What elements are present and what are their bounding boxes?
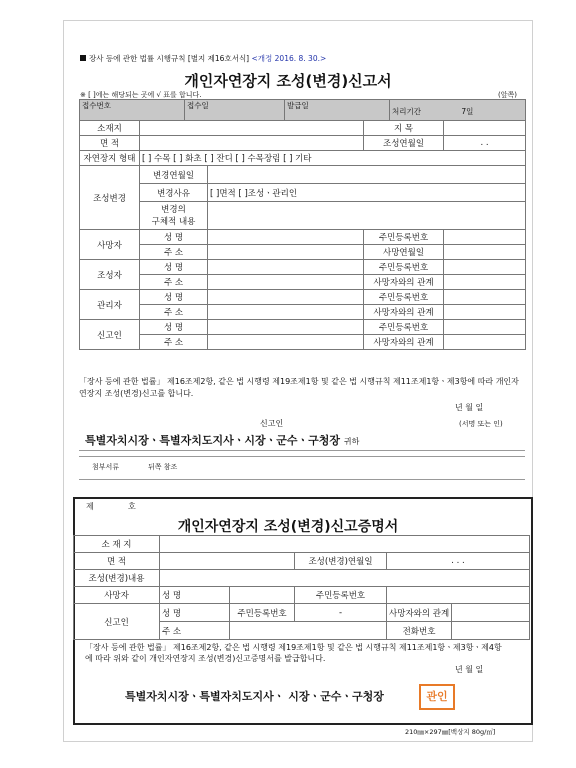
change-date-label: 변경연월일 bbox=[140, 166, 208, 184]
reporter-section-label: 신고인 bbox=[80, 320, 140, 350]
cert-relation-label: 사망자와의 관계 bbox=[387, 604, 452, 622]
receipt-date-label: 접수일 bbox=[185, 100, 285, 121]
form-title: 개인자연장지 조성(변경)신고서 bbox=[184, 72, 392, 90]
builder-rrn-field[interactable] bbox=[444, 260, 526, 275]
check-note: ※ [ ]에는 해당되는 곳에 √ 표를 합니다. bbox=[80, 91, 202, 99]
revision-text: <개정 2016. 8. 30.> bbox=[251, 54, 327, 63]
period-cell bbox=[390, 100, 526, 121]
report-table bbox=[79, 120, 526, 350]
cert-phone-label: 전화번호 bbox=[387, 622, 452, 640]
reporter-rrn-field[interactable] bbox=[444, 320, 526, 335]
deceased-section-label: 사망자 bbox=[80, 230, 140, 260]
attachments-box bbox=[79, 456, 525, 480]
manager-name-label: 성 명 bbox=[140, 290, 208, 305]
manager-rrn-field[interactable] bbox=[444, 290, 526, 305]
cert-reporter-rrn-label: 주민등록번호 bbox=[230, 604, 295, 622]
builder-name-label: 성 명 bbox=[140, 260, 208, 275]
cert-no-label: 제 bbox=[86, 502, 94, 511]
cert-deceased-rrn-field[interactable] bbox=[387, 587, 530, 604]
change-section-label: 조성변경 bbox=[80, 166, 140, 230]
jimok-field[interactable] bbox=[444, 121, 526, 136]
cert-area-label: 면 적 bbox=[74, 553, 160, 570]
reporter-name-field[interactable] bbox=[208, 320, 364, 335]
cert-deceased-name-label: 성 명 bbox=[160, 587, 230, 604]
divider bbox=[79, 450, 525, 451]
cert-reporter-rrn-field[interactable]: - bbox=[295, 604, 387, 622]
change-detail-field[interactable] bbox=[208, 202, 526, 230]
law-ref-text: 장사 등에 관한 법률 시행규칙 [별지 제16호서식] bbox=[89, 54, 250, 63]
deceased-address-field[interactable] bbox=[208, 245, 364, 260]
builder-address-field[interactable] bbox=[208, 275, 364, 290]
cert-area-field[interactable] bbox=[160, 553, 295, 570]
reporter-address-field[interactable] bbox=[208, 335, 364, 350]
builder-address-label: 주 소 bbox=[140, 275, 208, 290]
location-label: 소재지 bbox=[80, 121, 140, 136]
declarant-label: 신고인 bbox=[260, 419, 284, 428]
reporter-relation-field[interactable] bbox=[444, 335, 526, 350]
manager-relation-label: 사망자와의 관계 bbox=[364, 305, 444, 320]
manager-name-field[interactable] bbox=[208, 290, 364, 305]
certificate-table bbox=[73, 535, 530, 640]
builder-name-field[interactable] bbox=[208, 260, 364, 275]
cert-reporter-label: 신고인 bbox=[74, 604, 160, 640]
cert-deceased-label: 사망자 bbox=[74, 587, 160, 604]
manager-address-field[interactable] bbox=[208, 305, 364, 320]
authority-line bbox=[85, 432, 359, 448]
attachments-label: 첨부서류 bbox=[92, 463, 120, 471]
square-bullet-icon bbox=[80, 55, 86, 61]
death-date-field[interactable] bbox=[444, 245, 526, 260]
area-label: 면 적 bbox=[80, 136, 140, 151]
cert-no-suffix: 호 bbox=[128, 502, 136, 511]
reporter-name-label: 성 명 bbox=[140, 320, 208, 335]
cert-location-label: 소 재 지 bbox=[74, 536, 160, 553]
deceased-address-label: 주 소 bbox=[140, 245, 208, 260]
cert-statement: 「장사 등에 관한 법률」 제16조제2항, 같은 법 시행령 제19조제1항 및 같은 법 시행규칙 제11조제1항ㆍ제3항ㆍ제4항에 따라 위와 같이 개인자연장지 조성(변경)신고증명서를 발급합니다. bbox=[85, 643, 502, 663]
deceased-name-field[interactable] bbox=[208, 230, 364, 245]
cert-date-value[interactable]: . . . bbox=[387, 553, 530, 570]
sign-note: (서명 또는 인) bbox=[459, 420, 503, 428]
receipt-table bbox=[79, 99, 526, 121]
report-statement: 「장사 등에 관한 법률」 제16조제2항, 같은 법 시행령 제19조제1항 및 같은 법 시행규칙 제11조제1항ㆍ제3항에 따라 개인자연장지 조성(변경)신고를 합니다. bbox=[79, 377, 519, 398]
law-reference bbox=[80, 53, 326, 64]
manager-address-label: 주 소 bbox=[140, 305, 208, 320]
authority-suffix: 귀하 bbox=[343, 437, 360, 446]
cert-content-field[interactable] bbox=[160, 570, 530, 587]
cert-deceased-rrn-label: 주민등록번호 bbox=[295, 587, 387, 604]
cert-location-field[interactable] bbox=[160, 536, 530, 553]
change-reason-label: 변경사유 bbox=[140, 184, 208, 202]
deceased-name-label: 성 명 bbox=[140, 230, 208, 245]
authority-text: 특별자치시장ㆍ특별자치도지사ㆍ시장ㆍ군수ㆍ구청장 bbox=[85, 434, 341, 447]
builder-section-label: 조성자 bbox=[80, 260, 140, 290]
receipt-no-label: 접수번호 bbox=[80, 100, 185, 121]
cert-content-label: 조성(변경)내용 bbox=[74, 570, 160, 587]
official-seal: 관인 bbox=[419, 684, 455, 710]
deceased-rrn-label: 주민등록번호 bbox=[364, 230, 444, 245]
attachments-value: 뒤쪽 참조 bbox=[148, 463, 178, 471]
type-label: 자연장지 형태 bbox=[80, 151, 140, 166]
change-detail-label: 변경의 구체적 내용 bbox=[140, 202, 208, 230]
jimok-label: 지 목 bbox=[364, 121, 444, 136]
build-date-value[interactable]: . . bbox=[444, 136, 526, 151]
type-options[interactable]: [ ] 수목 [ ] 화초 [ ] 잔디 [ ] 수목장림 [ ] 기타 bbox=[140, 151, 526, 166]
paper-spec: 210㎜×297㎜[백상지 80g/㎡] bbox=[405, 728, 496, 736]
reporter-address-label: 주 소 bbox=[140, 335, 208, 350]
change-date-field[interactable] bbox=[208, 166, 526, 184]
manager-section-label: 관리자 bbox=[80, 290, 140, 320]
change-reason-options[interactable]: [ ]면적 [ ]조성ㆍ관리인 bbox=[208, 184, 526, 202]
page-side: (앞쪽) bbox=[498, 91, 517, 99]
builder-relation-field[interactable] bbox=[444, 275, 526, 290]
cert-deceased-name-field[interactable] bbox=[230, 587, 295, 604]
cert-address-label: 주 소 bbox=[160, 622, 230, 640]
period-value: 7일 bbox=[461, 107, 474, 116]
issue-date-label: 발급일 bbox=[285, 100, 390, 121]
builder-rrn-label: 주민등록번호 bbox=[364, 260, 444, 275]
cert-address-field[interactable] bbox=[230, 622, 387, 640]
period-label: 처리기간 bbox=[392, 107, 421, 116]
manager-rrn-label: 주민등록번호 bbox=[364, 290, 444, 305]
area-field[interactable] bbox=[140, 136, 364, 151]
cert-date-label: 조성(변경)연월일 bbox=[295, 553, 387, 570]
reporter-relation-label: 사망자와의 관계 bbox=[364, 335, 444, 350]
deceased-rrn-field[interactable] bbox=[444, 230, 526, 245]
cert-relation-field[interactable] bbox=[452, 604, 530, 622]
report-date-line: 년 월 일 bbox=[455, 403, 484, 412]
build-date-label: 조성연월일 bbox=[364, 136, 444, 151]
reporter-rrn-label: 주민등록번호 bbox=[364, 320, 444, 335]
death-date-label: 사망연월일 bbox=[364, 245, 444, 260]
cert-reporter-name-label: 성 명 bbox=[160, 604, 230, 622]
builder-relation-label: 사망자와의 관계 bbox=[364, 275, 444, 290]
certificate-title: 개인자연장지 조성(변경)신고증명서 bbox=[177, 519, 399, 535]
manager-relation-field[interactable] bbox=[444, 305, 526, 320]
cert-date-line: 년 월 일 bbox=[455, 665, 484, 674]
cert-authority: 특별자치시장ㆍ특별자치도지사ㆍ 시장ㆍ군수ㆍ구청장 bbox=[125, 690, 384, 703]
location-field[interactable] bbox=[140, 121, 364, 136]
cert-phone-field[interactable] bbox=[452, 622, 530, 640]
